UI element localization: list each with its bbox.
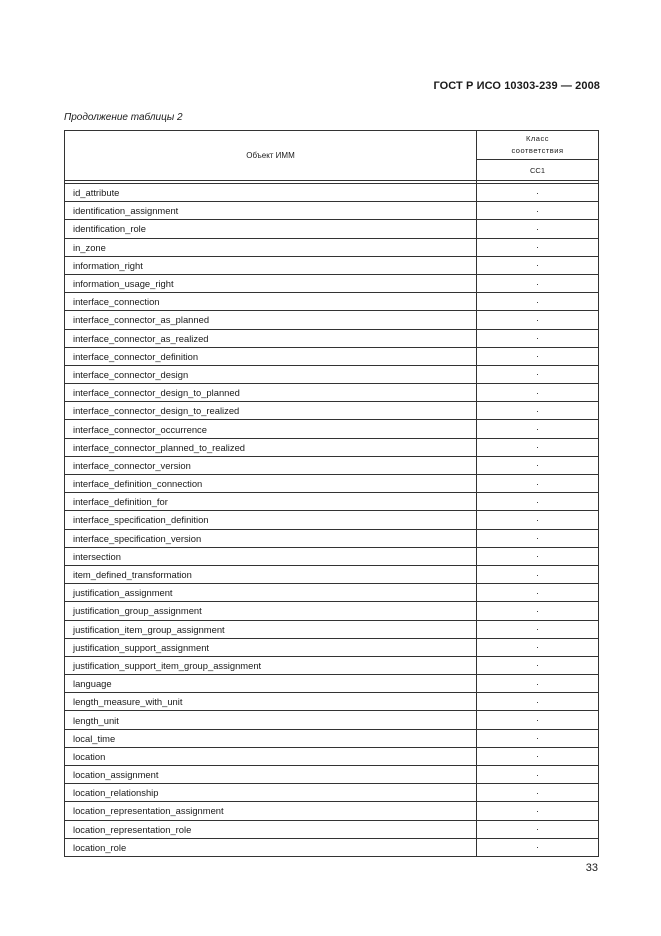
object-name-cell: location_role	[65, 838, 477, 856]
table-caption: Продолжение таблицы 2	[64, 112, 183, 123]
cc1-mark-cell: ·	[477, 729, 599, 747]
object-name-cell: interface_connection	[65, 293, 477, 311]
cc1-mark-cell: ·	[477, 584, 599, 602]
object-name-cell: local_time	[65, 729, 477, 747]
cc1-mark-cell: ·	[477, 384, 599, 402]
table-row	[65, 602, 599, 620]
table-row	[65, 202, 599, 220]
object-name-cell: identification_assignment	[65, 202, 477, 220]
table-row	[65, 711, 599, 729]
object-name-cell: interface_connector_as_planned	[65, 311, 477, 329]
object-name-cell: interface_connector_version	[65, 456, 477, 474]
table-row	[65, 438, 599, 456]
object-name-cell: location_representation_assignment	[65, 802, 477, 820]
cc1-mark-cell: ·	[477, 329, 599, 347]
cc1-mark-cell: ·	[477, 293, 599, 311]
cc1-mark-cell: ·	[477, 238, 599, 256]
column-header-cc1: CC1	[477, 160, 599, 181]
conformance-table	[64, 130, 599, 857]
table-row	[65, 584, 599, 602]
cc1-mark-cell: ·	[477, 402, 599, 420]
table-row	[65, 384, 599, 402]
object-name-cell: justification_support_item_group_assignment	[65, 656, 477, 674]
class-label-line2: соответствия	[511, 146, 564, 155]
cc1-mark-cell: ·	[477, 220, 599, 238]
table-row	[65, 820, 599, 838]
cc1-mark-cell: ·	[477, 620, 599, 638]
cc1-mark-cell: ·	[477, 565, 599, 583]
cc1-mark-cell: ·	[477, 256, 599, 274]
table-row	[65, 311, 599, 329]
cc1-mark-cell: ·	[477, 493, 599, 511]
cc1-mark-cell: ·	[477, 475, 599, 493]
cc1-mark-cell: ·	[477, 365, 599, 383]
object-name-cell: interface_connector_occurrence	[65, 420, 477, 438]
table-row	[65, 329, 599, 347]
table-row	[65, 293, 599, 311]
object-name-cell: in_zone	[65, 238, 477, 256]
class-label-line1: Класс	[526, 134, 549, 143]
cc1-mark-cell: ·	[477, 747, 599, 765]
table-row	[65, 238, 599, 256]
table-row	[65, 365, 599, 383]
table-row	[65, 511, 599, 529]
cc1-mark-cell: ·	[477, 602, 599, 620]
table-row	[65, 747, 599, 765]
cc1-mark-cell: ·	[477, 438, 599, 456]
table-row	[65, 784, 599, 802]
object-name-cell: information_right	[65, 256, 477, 274]
object-name-cell: interface_connector_definition	[65, 347, 477, 365]
object-name-cell: interface_connector_design_to_planned	[65, 384, 477, 402]
cc1-mark-cell: ·	[477, 347, 599, 365]
table-row	[65, 729, 599, 747]
cc1-mark-cell: ·	[477, 184, 599, 202]
object-name-cell: interface_specification_version	[65, 529, 477, 547]
table-row	[65, 766, 599, 784]
table-row	[65, 638, 599, 656]
document-header: ГОСТ Р ИСО 10303-239 — 2008	[433, 80, 600, 92]
object-name-cell: justification_item_group_assignment	[65, 620, 477, 638]
page-number: 33	[585, 862, 598, 874]
object-name-cell: interface_specification_definition	[65, 511, 477, 529]
object-name-cell: justification_support_assignment	[65, 638, 477, 656]
object-name-cell: interface_connector_design	[65, 365, 477, 383]
table-row	[65, 493, 599, 511]
cc1-mark-cell: ·	[477, 656, 599, 674]
table-row	[65, 456, 599, 474]
table-row	[65, 220, 599, 238]
cc1-mark-cell: ·	[477, 311, 599, 329]
object-name-cell: location_representation_role	[65, 820, 477, 838]
cc1-mark-cell: ·	[477, 638, 599, 656]
cc1-mark-cell: ·	[477, 784, 599, 802]
object-name-cell: interface_connector_planned_to_realized	[65, 438, 477, 456]
cc1-mark-cell: ·	[477, 529, 599, 547]
cc1-mark-cell: ·	[477, 274, 599, 292]
table-row	[65, 656, 599, 674]
cc1-mark-cell: ·	[477, 456, 599, 474]
object-name-cell: id_attribute	[65, 184, 477, 202]
cc1-mark-cell: ·	[477, 547, 599, 565]
column-header-object: Объект ИММ	[65, 131, 477, 181]
table-row	[65, 565, 599, 583]
cc1-mark-cell: ·	[477, 675, 599, 693]
cc1-mark-cell: ·	[477, 511, 599, 529]
cc1-mark-cell: ·	[477, 802, 599, 820]
object-name-cell: length_unit	[65, 711, 477, 729]
cc1-mark-cell: ·	[477, 420, 599, 438]
object-name-cell: information_usage_right	[65, 274, 477, 292]
column-header-class	[477, 131, 599, 160]
object-name-cell: interface_connector_design_to_realized	[65, 402, 477, 420]
object-name-cell: identification_role	[65, 220, 477, 238]
table-body	[65, 184, 599, 857]
table-row	[65, 838, 599, 856]
object-name-cell: interface_definition_connection	[65, 475, 477, 493]
table-row	[65, 693, 599, 711]
cc1-mark-cell: ·	[477, 766, 599, 784]
object-name-cell: interface_connector_as_realized	[65, 329, 477, 347]
table-row	[65, 420, 599, 438]
table-row	[65, 475, 599, 493]
object-name-cell: intersection	[65, 547, 477, 565]
table-row	[65, 256, 599, 274]
object-name-cell: location_assignment	[65, 766, 477, 784]
table-row	[65, 547, 599, 565]
table-row	[65, 675, 599, 693]
object-name-cell: length_measure_with_unit	[65, 693, 477, 711]
object-name-cell: justification_assignment	[65, 584, 477, 602]
table-row	[65, 402, 599, 420]
cc1-mark-cell: ·	[477, 693, 599, 711]
table-row	[65, 620, 599, 638]
table-row	[65, 529, 599, 547]
cc1-mark-cell: ·	[477, 202, 599, 220]
object-name-cell: location	[65, 747, 477, 765]
cc1-mark-cell: ·	[477, 838, 599, 856]
cc1-mark-cell: ·	[477, 711, 599, 729]
object-name-cell: interface_definition_for	[65, 493, 477, 511]
table-row	[65, 347, 599, 365]
object-name-cell: justification_group_assignment	[65, 602, 477, 620]
table-row	[65, 274, 599, 292]
table-row	[65, 802, 599, 820]
cc1-mark-cell: ·	[477, 820, 599, 838]
object-name-cell: item_defined_transformation	[65, 565, 477, 583]
object-name-cell: location_relationship	[65, 784, 477, 802]
object-name-cell: language	[65, 675, 477, 693]
table-row	[65, 184, 599, 202]
